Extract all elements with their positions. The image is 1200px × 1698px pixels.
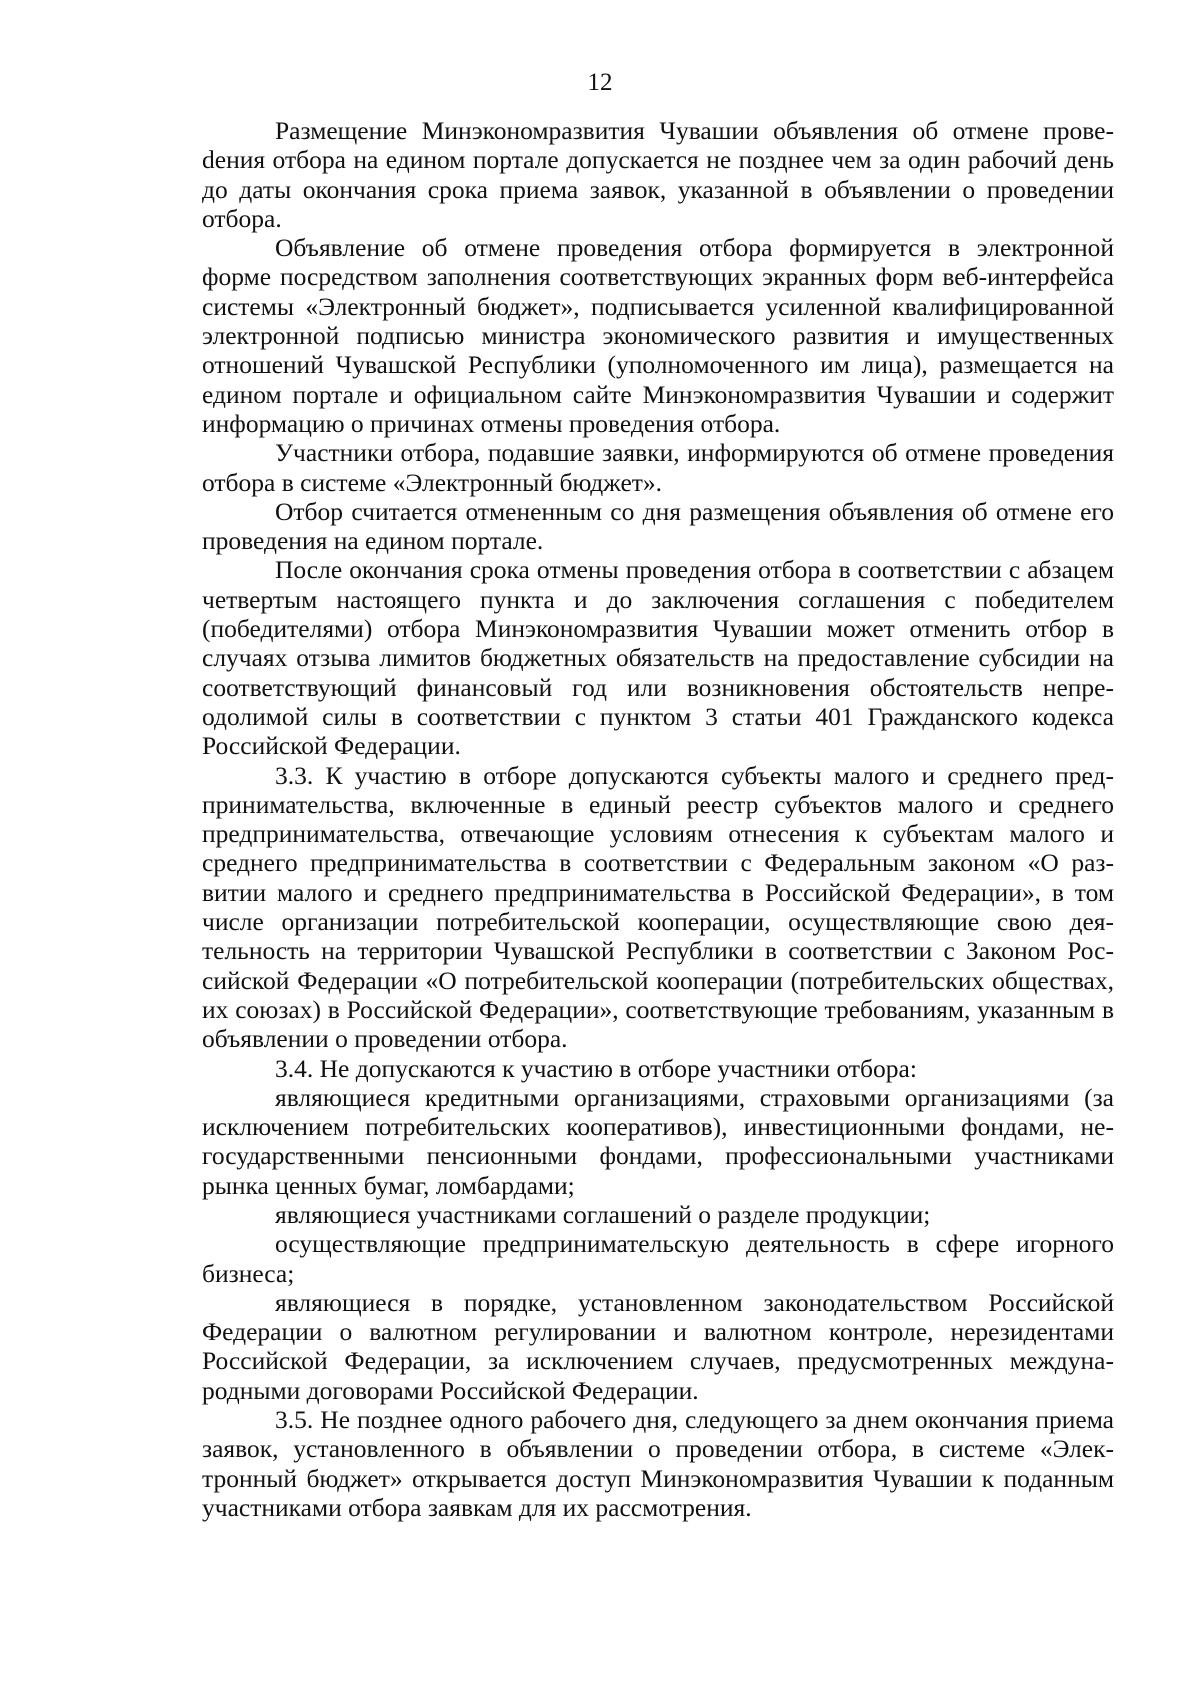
paragraph-cancel-announcement: Размещение Минэкономразвития Чувашии объявления об отмене провеdения отбора на едином портале допускается не позднее чем за один рабочий день до даты окончания срока приема заявок, указанной в объявлении о проведении отбора. — [202, 116, 1114, 233]
paragraph-clause-3-5: 3.5. Не позднее одного рабочего дня, следующего за днем окончания приема заявок, установленного в объявлении о проведении отбора, в системе «Электронный бюджет» открывается доступ Минэкономразвития Чувашии к поданным участниками отбора заявкам для их рассмотрения. — [202, 1405, 1114, 1522]
document-body — [202, 116, 1114, 1522]
paragraph-gambling: осуществляющие предпринимательскую деятельность в сфере игорного бизнеса; — [202, 1229, 1114, 1288]
paragraph-participants-informed: Участники отбора, подавшие заявки, информируются об отмене проведения отбора в системе «Электронный бюджет». — [202, 438, 1114, 497]
paragraph-clause-3-3: 3.3. К участию в отборе допускаются субъекты малого и среднего предпринимательства, включенные в единый реестр субъектов малого и среднего предпринимательства, отвечающие условиям отнесения к субъектам малого и среднего предпринимательства в соответствии с Федеральным законом «О развитии малого и среднего предпринимательства в Российской Федерации», в том числе организации потребительской кооперации, осуществляющие свою деятельность на территории Чувашской Республики в соответствии с Законом Российской Федерации «О потребительской кооперации (потребительских обществах, их союзах) в Российской Федерации», соответствующие требованиям, указанным в объявлении о проведении отбора. — [202, 760, 1114, 1054]
paragraph-cancel-form: Объявление об отмене проведения отбора формируется в электронной форме посредством заполнения соответствующих экранных форм веб-интерфейса системы «Электронный бюджет», подписывается усиленной квалифицированной электронной подписью министра экономического развития и имущественных отношений Чувашской Республики (уполномоченного им лица), размещается на едином портале и официальном сайте Минэкономразвития Чувашии и содержит информацию о причинах отмены проведения отбора. — [202, 233, 1114, 438]
paragraph-clause-3-4: 3.4. Не допускаются к участию в отборе участники отбора: — [275, 1053, 917, 1083]
paragraph-credit-organizations: являющиеся кредитными организациями, страховыми организациями (за исключением потребительских кооперативов), инвестиционными фондами, негосударственными пенсионными фондами, профессиональными участниками рынка ценных бумаг, ломбардами; — [202, 1082, 1114, 1200]
paragraph-production-sharing: являющиеся участниками соглашений о разделе продукции; — [275, 1199, 931, 1229]
paragraph-after-cancel-deadline: После окончания срока отмены проведения отбора в соответствии с абзацем четвертым настоящего пункта и до заключения соглашения с победителем (победителями) отбора Минэкономразвития Чувашии может отменить отбор в случаях отзыва лимитов бюджетных обязательств на предоставление субсидии на соответствующий финансовый год или возникновения обстоятельств непреодолимой силы в соответствии с пунктом 3 статьи 401 Гражданского кодекса Российской Федерации. — [202, 555, 1114, 761]
paragraph-non-residents: являющиеся в порядке, установленном законодательством Российской Федерации о валютном регулировании и валютном контроле, нерезидентами Российской Федерации, за исключением случаев, предусмотренных международными договорами Российской Федерации. — [202, 1287, 1114, 1405]
paragraph-selection-cancelled: Отбор считается отмененным со дня размещения объявления об отмене его проведения на едином портале. — [202, 496, 1114, 556]
page-number: 12 — [587, 69, 613, 96]
